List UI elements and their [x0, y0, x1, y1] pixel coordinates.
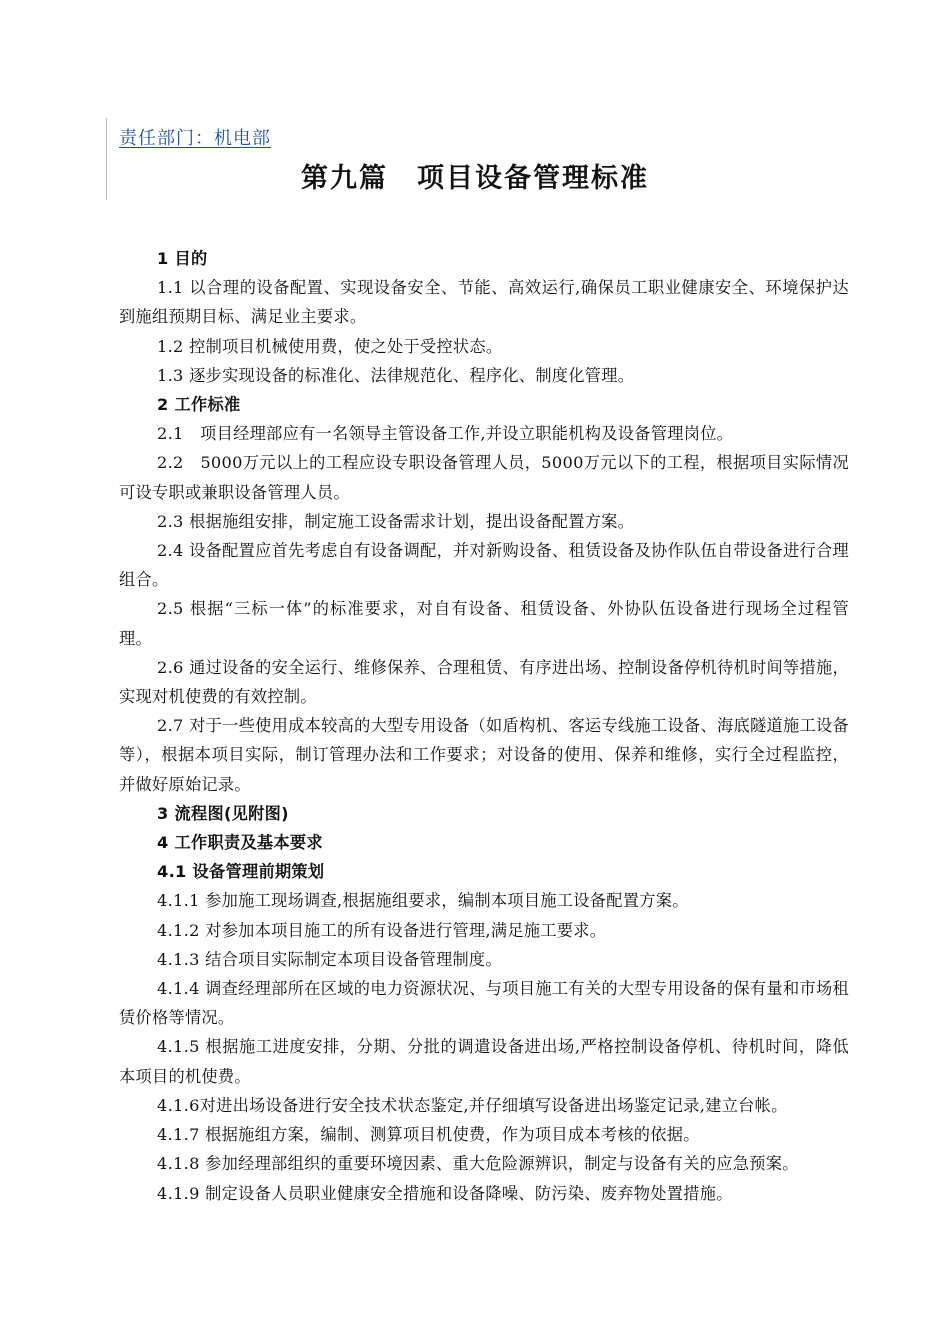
paragraph: 1.2 控制项目机械使用费，使之处于受控状态。: [157, 336, 503, 356]
document-body: [119, 244, 849, 1208]
paragraph: 4.1.7 根据施组方案，编制、测算项目机使费，作为项目成本考核的依据。: [157, 1125, 700, 1145]
paragraph: 4.1.9 制定设备人员职业健康安全措施和设备降噪、防污染、废弃物处置措施。: [157, 1183, 733, 1203]
section-heading: 1 目的: [157, 249, 208, 268]
subsection-heading: 4.1 设备管理前期策划: [157, 862, 325, 882]
paragraph: 4.1.3 结合项目实际制定本项目设备管理制度。: [157, 949, 502, 969]
paragraph: 4.1.8 参加经理部组织的重要环境因素、重大危险源辨识，制定与设备有关的应急预案。: [157, 1154, 799, 1174]
paragraph: 2.1 项目经理部应有一名领导主管设备工作,并设立职能机构及设备管理岗位。: [157, 424, 734, 444]
paragraph: 2.4 设备配置应首先考虑自有设备调配，并对新购设备、租赁设备及协作队伍自带设备进行合理组合。: [119, 541, 849, 590]
paragraph: 4.1.1 参加施工现场调查,根据施组要求，编制本项目施工设备配置方案。: [157, 891, 689, 911]
responsible-department: 责任部门：机电部: [119, 128, 271, 149]
paragraph: 4.1.4 调查经理部所在区域的电力资源状况、与项目施工有关的大型专用设备的保有量和市场租赁价格等情况。: [119, 979, 849, 1028]
paragraph: 2.3 根据施组安排，制定施工设备需求计划，提出设备配置方案。: [157, 511, 635, 531]
paragraph: 2.2 5000万元以上的工程应设专职设备管理人员，5000万元以下的工程，根据项目实际情况可设专职或兼职设备管理人员。: [119, 453, 849, 502]
document-title: 第九篇 项目设备管理标准: [301, 163, 649, 194]
section-heading: 3 流程图(见附图): [157, 803, 289, 823]
paragraph: 4.1.2 对参加本项目施工的所有设备进行管理,满足施工要求。: [157, 920, 607, 940]
paragraph: 2.6 通过设备的安全运行、维修保养、合理租赁、有序进出场、控制设备停机待机时间等措施，实现对机使费的有效控制。: [119, 657, 849, 707]
section-heading: 4 工作职责及基本要求: [157, 833, 323, 853]
paragraph: 4.1.6对进出场设备进行安全技术状态鉴定,并仔细填写设备进出场鉴定记录,建立台帐。: [157, 1095, 788, 1115]
paragraph: 2.7 对于一些使用成本较高的大型专用设备（如盾构机、客运专线施工设备、海底隧道施工设备等），根据本项目实际，制订管理办法和工作要求；对设备的使用、保养和维修，实行全过程监控，并做好原始记录。: [119, 716, 849, 794]
paragraph: 1.1 以合理的设备配置、实现设备安全、节能、高效运行,确保员工职业健康安全、环境保护达到施组预期目标、满足业主要求。: [119, 278, 849, 327]
paragraph: 2.5 根据“三标一体”的标准要求，对自有设备、租赁设备、外协队伍设备进行现场全过程管理。: [119, 599, 849, 648]
section-heading: 2 工作标准: [157, 395, 241, 415]
paragraph: 1.3 逐步实现设备的标准化、法律规范化、程序化、制度化管理。: [157, 365, 635, 385]
paragraph: 4.1.5 根据施工进度安排，分期、分批的调遣设备进出场,严格控制设备停机、待机时间，降低本项目的机使费。: [119, 1037, 849, 1086]
